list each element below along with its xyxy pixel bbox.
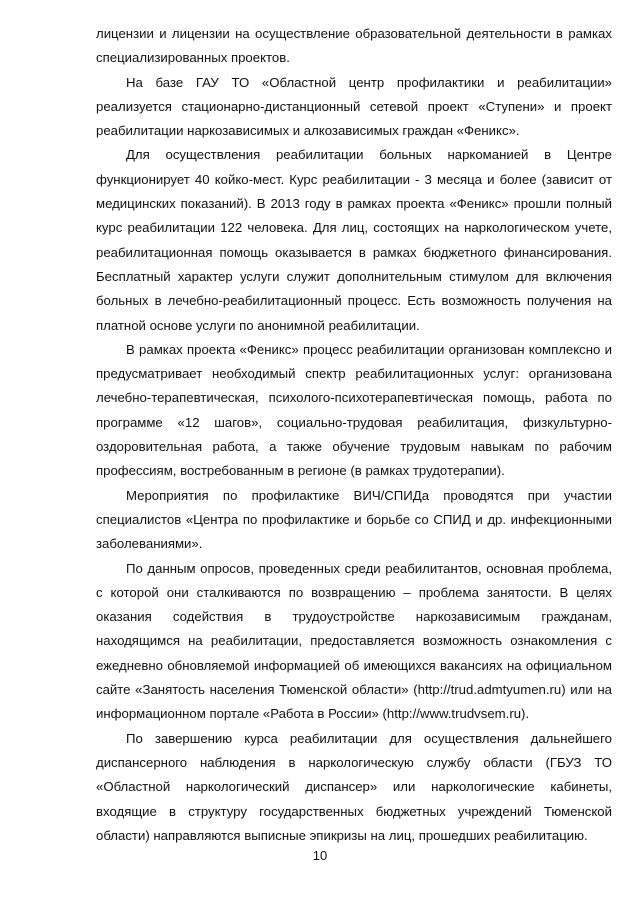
- paragraph-1-continued: лицензии и лицензии на осуществление образовательной деятельности в рамках специализированных проектов.: [96, 26, 612, 66]
- paragraph-4: В рамках проекта «Феникс» процесс реабилитации организован комплексно и предусматривает необходимый спектр реабилитационных услуг: организована лечебно-терапевтическая, психолого-психотерапевтическая помощь, работа по программе «12 шагов», социально-трудовая реабилитация, физкультурно-оздоровительная работа, а также обучение трудовым навыкам по рабочим профессиям, востребованным в регионе (в рамках трудотерапии).: [96, 341, 612, 479]
- paragraph-5: Мероприятия по профилактике ВИЧ/СПИДа проводятся при участии специалистов «Центра по профилактике и борьбе со СПИД и др. инфекционными заболеваниями».: [96, 487, 612, 552]
- paragraph-7: По завершению курса реабилитации для осуществления дальнейшего диспансерного наблюдения в наркологическую службу области (ГБУЗ ТО «Областной наркологический диспансер» или наркологические кабинеты, входящие в структуру государственных бюджетных учреждений Тюменской области) направляются выписные эпикризы на лиц, прошедших реабилитацию.: [96, 730, 612, 843]
- paragraph-6: По данным опросов, проведенных среди реабилитантов, основная проблема, с которой они сталкиваются по возвращению – проблема занятости. В целях оказания содействия в трудоустройстве наркозависимым гражданам, находящимся на реабилитации, предоставляется возможность ознакомления с ежедневно обновляемой информацией об имеющихся вакансиях на официальном сайте «Занятость населения Тюменской области» (http://trud.admtyumen.ru) или на информационном портале «Работа в России» (http://www.trudvsem.ru).: [96, 560, 612, 722]
- paragraph-2: На базе ГАУ ТО «Областной центр профилактики и реабилитации» реализуется стационарно-дистанционный сетевой проект «Ступени» и проект реабилитации наркозависимых и алкозависимых граждан «Феникс».: [96, 74, 612, 139]
- body-text: [96, 22, 612, 848]
- page-number: 10: [312, 848, 328, 863]
- paragraph-3: Для осуществления реабилитации больных наркоманией в Центре функционирует 40 койко-мест. Курс реабилитации - 3 месяца и более (зависит от медицинских показаний). В 2013 году в рамках проекта «Феникс» прошли полный курс реабилитации 122 человека. Для лиц, состоящих на наркологическом учете, реабилитационная помощь оказывается в рамках бюджетного финансирования. Бесплатный характер услуги служит дополнительным стимулом для включения больных в лечебно-реабилитационный процесс. Есть возможность получения на платной основе услуги по анонимной реабилитации.: [96, 147, 612, 333]
